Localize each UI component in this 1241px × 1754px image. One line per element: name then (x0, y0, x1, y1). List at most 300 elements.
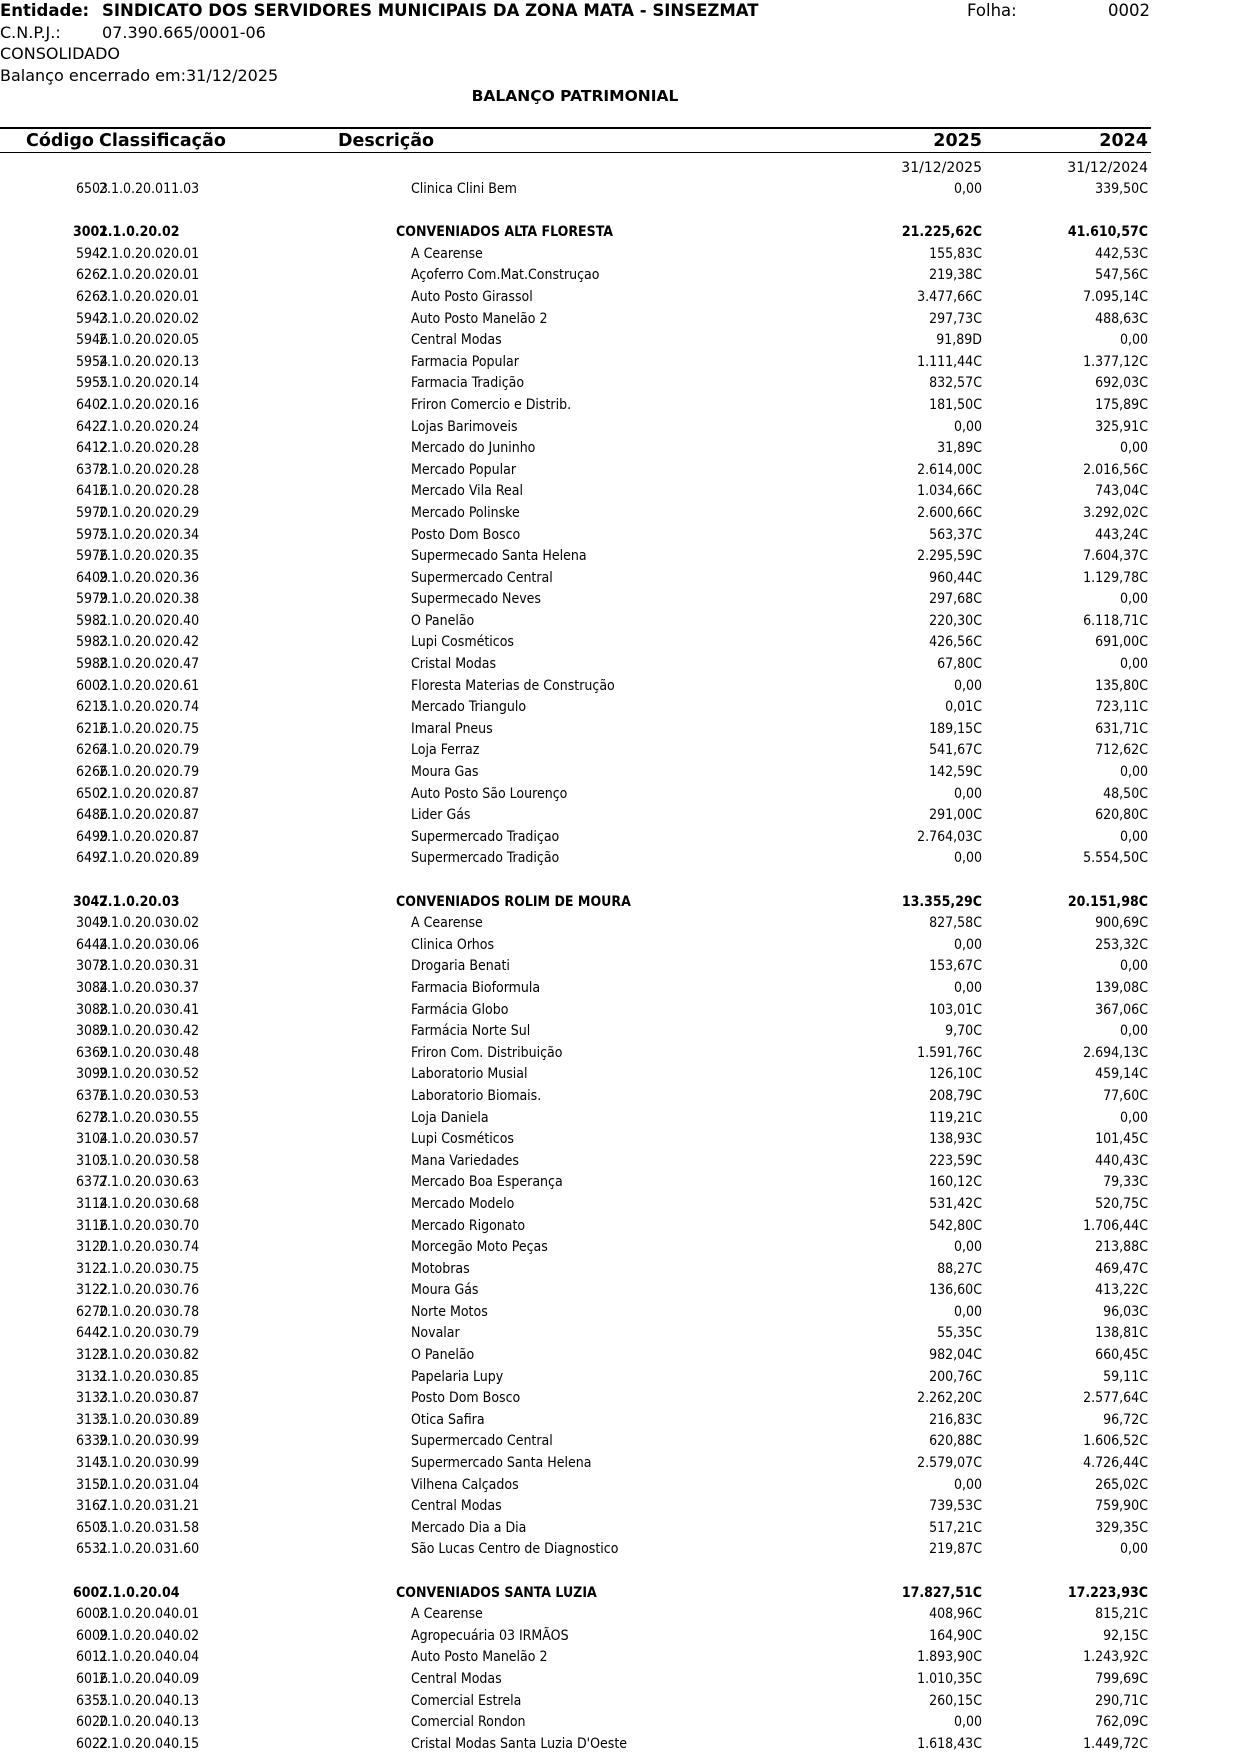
value-2025: 160,12C (929, 1174, 982, 1191)
account-classification: 2.1.0.20.030.76 (99, 1282, 200, 1299)
value-2024: 290,71C (1095, 1692, 1148, 1709)
value-2025: 13.355,29C (901, 893, 982, 910)
value-2024: 6.118,71C (1083, 612, 1148, 629)
value-2024: 442,53C (1095, 245, 1148, 262)
value-2025: 216,83C (929, 1411, 982, 1428)
entity-label: Entidade: (0, 1, 90, 20)
value-2024: 59,11C (1103, 1368, 1148, 1385)
account-code: 6505 (75, 1519, 108, 1536)
spacer-row (0, 869, 1241, 891)
account-code: 3001 (72, 224, 108, 241)
account-code: 6216 (75, 720, 108, 737)
account-code: 6531 (75, 1541, 108, 1558)
account-classification: 2.1.0.20.030.31 (99, 958, 200, 975)
value-2025: 563,37C (929, 526, 982, 543)
account-classification: 2.1.0.20.030.06 (99, 936, 200, 953)
account-description: Lojas Barimoveis (411, 418, 518, 435)
value-2025: 67,80C (937, 656, 982, 673)
account-classification: 2.1.0.20.020.79 (99, 764, 200, 781)
account-description: Farmacia Tradição (411, 375, 525, 392)
value-2025: 827,58C (929, 915, 982, 932)
value-2025: 0,00 (953, 1714, 982, 1731)
account-classification: 2.1.0.20.030.48 (99, 1044, 200, 1061)
value-2024: 175,89C (1095, 396, 1148, 413)
account-classification: 2.1.0.20.040.04 (99, 1649, 200, 1666)
account-description: Comercial Estrela (411, 1692, 522, 1709)
account-description: Supermercado Central (411, 1433, 553, 1450)
column-header-descricao: Descrição (338, 131, 435, 151)
value-2024: 0,00 (1119, 828, 1148, 845)
value-2025: 103,01C (929, 1001, 982, 1018)
value-2024: 17.223,93C (1067, 1584, 1148, 1601)
value-2025: 960,44C (929, 569, 982, 586)
account-description: Loja Daniela (411, 1109, 489, 1126)
value-2024: 0,00 (1119, 440, 1148, 457)
table-row (0, 1430, 1241, 1452)
account-description: Supermercado Tradição (411, 850, 560, 867)
value-2025: 0,00 (953, 785, 982, 802)
table-row (0, 1128, 1241, 1150)
value-2024: 0,00 (1119, 1109, 1148, 1126)
value-2025: 542,80C (929, 1217, 982, 1234)
account-description: Clinica Orhos (411, 936, 495, 953)
account-description: Moura Gas (411, 764, 479, 781)
header-rule-bottom (0, 152, 1151, 153)
value-2024: 253,32C (1095, 936, 1148, 953)
account-code: 6376 (75, 1087, 108, 1104)
account-code: 6020 (75, 1714, 108, 1731)
account-classification: 2.1.0.20.030.70 (99, 1217, 200, 1234)
table-row (0, 1668, 1241, 1690)
account-description: Mercado Popular (411, 461, 517, 478)
value-2024: 488,63C (1095, 310, 1148, 327)
account-code: 6339 (75, 1433, 108, 1450)
value-2025: 88,27C (937, 1260, 982, 1277)
value-2025: 1.034,66C (917, 483, 982, 500)
account-classification: 2.1.0.20.02 (99, 224, 180, 241)
group-row (0, 891, 1241, 913)
value-2024: 759,90C (1095, 1498, 1148, 1515)
header-rule-top (0, 127, 1151, 129)
value-2024: 5.554,50C (1083, 850, 1148, 867)
account-description: Supermercado Santa Helena (411, 1455, 592, 1472)
account-classification: 2.1.0.20.020.16 (99, 396, 200, 413)
value-2025: 55,35C (937, 1325, 982, 1342)
value-2025: 1.618,43C (917, 1735, 982, 1752)
account-classification: 2.1.0.20.020.14 (99, 375, 200, 392)
account-code: 3150 (75, 1476, 108, 1493)
account-description: Laboratorio Biomais. (411, 1087, 542, 1104)
value-2025: 153,67C (929, 958, 982, 975)
account-description: Drogaria Benati (411, 958, 510, 975)
table-row (0, 653, 1241, 675)
table-row (0, 545, 1241, 567)
table-row (0, 1085, 1241, 1107)
account-code: 6503 (75, 181, 108, 197)
value-2025: 297,68C (929, 591, 982, 608)
value-2025: 517,21C (929, 1519, 982, 1536)
value-2024: 92,15C (1103, 1627, 1148, 1644)
table-row (0, 567, 1241, 589)
account-code: 3135 (75, 1411, 108, 1428)
account-description: O Panelão (411, 612, 475, 629)
value-2024: 815,21C (1095, 1606, 1148, 1623)
account-classification: 2.1.0.20.030.79 (99, 1325, 200, 1342)
account-code: 3049 (75, 915, 108, 932)
account-description: Lider Gás (411, 807, 471, 824)
table-row (0, 1474, 1241, 1496)
value-2024: 440,43C (1095, 1152, 1148, 1169)
value-2025: 2.579,07C (917, 1455, 982, 1472)
table-row (0, 1495, 1241, 1517)
account-description: Agropecuária 03 IRMÃOS (411, 1627, 569, 1644)
account-description: Açoferro Com.Mat.Construçao (411, 267, 600, 284)
account-classification: 2.1.0.20.020.35 (99, 548, 200, 565)
account-classification: 2.1.0.20.020.79 (99, 742, 200, 759)
account-classification: 2.1.0.20.040.13 (99, 1692, 200, 1709)
value-2025: 200,76C (929, 1368, 982, 1385)
value-2024: 20.151,98C (1067, 893, 1148, 910)
table-row (0, 1150, 1241, 1172)
account-classification: 2.1.0.20.020.34 (99, 526, 200, 543)
account-description: Imaral Pneus (411, 720, 493, 737)
account-code: 5975 (75, 526, 108, 543)
column-date-2025: 31/12/2025 (901, 160, 982, 176)
spacer-row (0, 1560, 1241, 1582)
account-classification: 2.1.0.20.020.47 (99, 656, 200, 673)
value-2025: 9,70C (945, 1023, 982, 1040)
value-2025: 1.893,90C (917, 1649, 982, 1666)
table-row (0, 1215, 1241, 1237)
table-row (0, 264, 1241, 286)
account-classification: 2.1.0.20.030.85 (99, 1368, 200, 1385)
account-description: Norte Motos (411, 1303, 488, 1320)
table-row (0, 912, 1241, 934)
value-2024: 799,69C (1095, 1670, 1148, 1687)
account-description: Supermecado Neves (411, 591, 541, 608)
value-2025: 426,56C (929, 634, 982, 651)
spacer-row (0, 200, 1241, 222)
table-row (0, 934, 1241, 956)
table-row (0, 1322, 1241, 1344)
account-description: Loja Ferraz (411, 742, 480, 759)
account-description: Mercado Rigonato (411, 1217, 526, 1234)
value-2025: 0,00 (953, 1303, 982, 1320)
account-code: 6427 (75, 418, 108, 435)
table-row (0, 286, 1241, 308)
value-2024: 520,75C (1095, 1195, 1148, 1212)
account-description: Central Modas (411, 1670, 502, 1687)
account-code: 6008 (75, 1606, 108, 1623)
account-classification: 2.1.0.20.040.01 (99, 1606, 200, 1623)
table-row (0, 1625, 1241, 1647)
group-row (0, 221, 1241, 243)
account-classification: 2.1.0.20.020.05 (99, 332, 200, 349)
value-2024: 660,45C (1095, 1347, 1148, 1364)
value-2024: 79,33C (1103, 1174, 1148, 1191)
account-code: 5983 (75, 634, 108, 651)
table-row (0, 1107, 1241, 1129)
value-2025: 291,00C (929, 807, 982, 824)
account-code: 3105 (75, 1152, 108, 1169)
value-2025: 0,00 (953, 1476, 982, 1493)
table-row (0, 675, 1241, 697)
account-description: Clinica Clini Bem (411, 181, 517, 197)
account-classification: 2.1.0.20.020.40 (99, 612, 200, 629)
value-2025: 119,21C (929, 1109, 982, 1126)
value-2025: 0,00 (953, 936, 982, 953)
value-2024: 413,22C (1095, 1282, 1148, 1299)
account-description: A Cearense (411, 915, 483, 932)
account-classification: 2.1.0.20.020.87 (99, 785, 200, 802)
value-2024: 48,50C (1103, 785, 1148, 802)
value-2025: 136,60C (929, 1282, 982, 1299)
account-code: 6412 (75, 440, 108, 457)
account-code: 6016 (75, 1670, 108, 1687)
table-row (0, 1279, 1241, 1301)
account-classification: 2.1.0.20.04 (99, 1584, 180, 1601)
account-classification: 2.1.0.20.030.82 (99, 1347, 200, 1364)
table-row (0, 351, 1241, 373)
account-classification: 2.1.0.20.030.68 (99, 1195, 200, 1212)
table-row (0, 178, 1241, 200)
value-2024: 3.292,02C (1083, 504, 1148, 521)
account-classification: 2.1.0.20.020.02 (99, 310, 200, 327)
account-code: 3088 (75, 1001, 108, 1018)
table-row (0, 631, 1241, 653)
value-2025: 0,00 (953, 181, 982, 197)
value-2025: 219,87C (929, 1541, 982, 1558)
account-code: 6497 (75, 850, 108, 867)
table-row (0, 1042, 1241, 1064)
value-2025: 91,89D (936, 332, 982, 349)
value-2024: 631,71C (1095, 720, 1148, 737)
account-classification: 2.1.0.20.020.28 (99, 461, 200, 478)
account-classification: 2.1.0.20.030.52 (99, 1066, 200, 1083)
account-code: 5970 (75, 504, 108, 521)
table-row (0, 1171, 1241, 1193)
account-description: Lupi Cosméticos (411, 634, 514, 651)
value-2025: 21.225,62C (901, 224, 982, 241)
value-2024: 265,02C (1095, 1476, 1148, 1493)
value-2025: 0,00 (953, 850, 982, 867)
account-classification: 2.1.0.20.030.37 (99, 979, 200, 996)
account-classification: 2.1.0.20.020.87 (99, 807, 200, 824)
account-code: 3116 (75, 1217, 108, 1234)
value-2025: 219,38C (929, 267, 982, 284)
account-classification: 2.1.0.20.020.01 (99, 288, 200, 305)
closing-date-label: Balanço encerrado em: (0, 66, 186, 85)
table-row (0, 1193, 1241, 1215)
value-2025: 2.764,03C (917, 828, 982, 845)
table-row (0, 955, 1241, 977)
account-code: 5954 (75, 353, 108, 370)
account-description: Friron Comercio e Distrib. (411, 396, 572, 413)
table-row (0, 1301, 1241, 1323)
account-description: Mercado Polinske (411, 504, 520, 521)
table-row (0, 696, 1241, 718)
account-description: CONVENIADOS ROLIM DE MOURA (396, 893, 631, 910)
value-2025: 260,15C (929, 1692, 982, 1709)
account-code: 5955 (75, 375, 108, 392)
account-description: Otica Safira (411, 1411, 485, 1428)
account-code: 6009 (75, 1627, 108, 1644)
table-row (0, 761, 1241, 783)
account-code: 5943 (75, 310, 108, 327)
account-description: A Cearense (411, 245, 483, 262)
account-classification: 2.1.0.20.040.15 (99, 1735, 200, 1752)
account-classification: 2.1.0.20.020.13 (99, 353, 200, 370)
account-description: Farmacia Popular (411, 353, 519, 370)
consolidated-label: CONSOLIDADO (0, 44, 121, 63)
value-2025: 1.010,35C (917, 1670, 982, 1687)
account-description: Mana Variedades (411, 1152, 519, 1169)
value-2025: 408,96C (929, 1606, 982, 1623)
table-row (0, 1236, 1241, 1258)
account-description: Mercado Triangulo (411, 699, 527, 716)
account-classification: 2.1.0.20.040.09 (99, 1670, 200, 1687)
table-row (0, 588, 1241, 610)
account-description: Auto Posto Girassol (411, 288, 533, 305)
account-code: 6378 (75, 461, 108, 478)
account-classification: 2.1.0.20.031.60 (99, 1541, 200, 1558)
value-2025: 297,73C (929, 310, 982, 327)
account-code: 3104 (75, 1131, 108, 1148)
account-classification: 2.1.0.20.020.87 (99, 828, 200, 845)
account-classification: 2.1.0.20.030.41 (99, 1001, 200, 1018)
table-row (0, 1409, 1241, 1431)
account-description: Mercado Boa Esperança (411, 1174, 563, 1191)
value-2024: 96,03C (1103, 1303, 1148, 1320)
value-2024: 367,06C (1095, 1001, 1148, 1018)
value-2024: 0,00 (1119, 1023, 1148, 1040)
account-classification: 2.1.0.20.020.01 (99, 267, 200, 284)
account-classification: 2.1.0.20.030.53 (99, 1087, 200, 1104)
account-code: 3122 (75, 1282, 108, 1299)
value-2025: 0,00 (953, 677, 982, 694)
account-classification: 2.1.0.20.03 (99, 893, 180, 910)
value-2024: 0,00 (1119, 1541, 1148, 1558)
table-row (0, 308, 1241, 330)
account-classification: 2.1.0.20.031.04 (99, 1476, 200, 1493)
account-code: 3167 (75, 1498, 108, 1515)
value-2024: 547,56C (1095, 267, 1148, 284)
value-2025: 2.262,20C (917, 1390, 982, 1407)
account-description: Posto Dom Bosco (411, 1390, 521, 1407)
account-description: Mercado Dia a Dia (411, 1519, 527, 1536)
value-2024: 4.726,44C (1083, 1455, 1148, 1472)
value-2024: 135,80C (1095, 677, 1148, 694)
column-header-year-2024: 2024 (1099, 131, 1148, 151)
report-title: BALANÇO PATRIMONIAL (471, 87, 679, 105)
value-2025: 3.477,66C (917, 288, 982, 305)
value-2025: 223,59C (929, 1152, 982, 1169)
account-description: Supermercado Tradiçao (411, 828, 560, 845)
value-2024: 138,81C (1095, 1325, 1148, 1342)
table-row (0, 1646, 1241, 1668)
account-code: 6416 (75, 483, 108, 500)
account-classification: 2.1.0.20.020.75 (99, 720, 200, 737)
value-2024: 2.577,64C (1083, 1390, 1148, 1407)
table-row (0, 416, 1241, 438)
account-classification: 2.1.0.20.020.89 (99, 850, 200, 867)
value-2025: 0,00 (953, 418, 982, 435)
value-2024: 0,00 (1119, 958, 1148, 975)
account-description: Comercial Rondon (411, 1714, 526, 1731)
table-row (0, 1603, 1241, 1625)
column-header-codigo: Código (26, 131, 94, 151)
account-code: 3133 (75, 1390, 108, 1407)
account-code: 3078 (75, 958, 108, 975)
table-row (0, 1344, 1241, 1366)
value-2024: 7.604,37C (1083, 548, 1148, 565)
account-description: Auto Posto Manelão 2 (411, 310, 548, 327)
account-classification: 2.1.0.20.030.75 (99, 1260, 200, 1277)
account-code: 6011 (75, 1649, 108, 1666)
account-description: Motobras (411, 1260, 470, 1277)
table-row (0, 394, 1241, 416)
account-classification: 2.1.0.20.020.38 (99, 591, 200, 608)
balance-table-body (0, 178, 1241, 1754)
account-classification: 2.1.0.20.020.36 (99, 569, 200, 586)
value-2024: 1.129,78C (1083, 569, 1148, 586)
account-code: 3145 (75, 1455, 108, 1472)
value-2025: 155,83C (929, 245, 982, 262)
value-2025: 189,15C (929, 720, 982, 737)
table-row (0, 1690, 1241, 1712)
cnpj-value: 07.390.665/0001-06 (102, 23, 266, 42)
account-description: Supermercado Central (411, 569, 553, 586)
account-code: 6215 (75, 699, 108, 716)
value-2025: 181,50C (929, 396, 982, 413)
value-2025: 0,01C (945, 699, 982, 716)
sheet-label: Folha: (967, 1, 1017, 20)
account-code: 3120 (75, 1239, 108, 1256)
account-code: 6278 (75, 1109, 108, 1126)
table-row (0, 437, 1241, 459)
account-code: 5988 (75, 656, 108, 673)
account-classification: 2.1.0.20.030.55 (99, 1109, 200, 1126)
value-2024: 712,62C (1095, 742, 1148, 759)
account-code: 6402 (75, 396, 108, 413)
table-row (0, 718, 1241, 740)
account-code: 6377 (75, 1174, 108, 1191)
account-classification: 2.1.0.20.030.99 (99, 1433, 200, 1450)
value-2024: 0,00 (1119, 764, 1148, 781)
account-code: 3047 (72, 893, 108, 910)
table-row (0, 1452, 1241, 1474)
account-classification: 2.1.0.20.030.87 (99, 1390, 200, 1407)
account-description: São Lucas Centro de Diagnostico (411, 1541, 619, 1558)
account-description: CONVENIADOS SANTA LUZIA (396, 1584, 597, 1601)
value-2024: 1.606,52C (1083, 1433, 1148, 1450)
table-row (0, 502, 1241, 524)
account-code: 3121 (75, 1260, 108, 1277)
account-classification: 2.1.0.20.031.21 (99, 1498, 200, 1515)
account-description: Mercado Vila Real (411, 483, 523, 500)
table-row (0, 804, 1241, 826)
account-classification: 2.1.0.20.020.28 (99, 440, 200, 457)
cnpj-line (0, 23, 266, 42)
account-description: Morcegão Moto Peças (411, 1239, 548, 1256)
value-2024: 443,24C (1095, 526, 1148, 543)
value-2025: 541,67C (929, 742, 982, 759)
account-description: Laboratorio Musial (411, 1066, 528, 1083)
account-description: Auto Posto Manelão 2 (411, 1649, 548, 1666)
account-classification: 2.1.0.20.030.99 (99, 1455, 200, 1472)
account-code: 6442 (75, 1325, 108, 1342)
value-2025: 982,04C (929, 1347, 982, 1364)
